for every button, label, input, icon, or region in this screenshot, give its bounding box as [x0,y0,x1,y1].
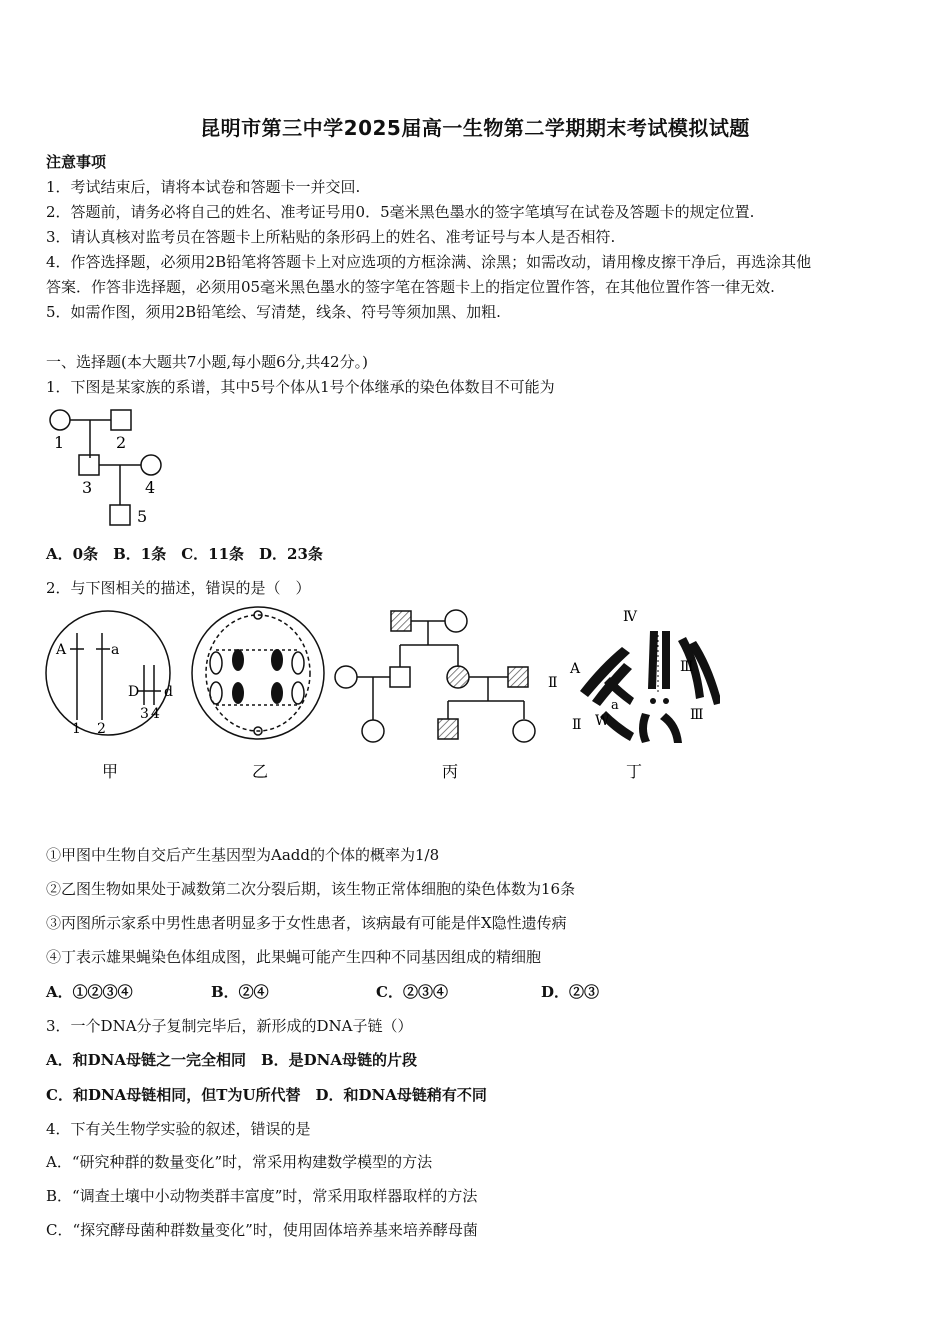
notice-heading: 注意事项 [46,153,107,171]
pedigree-label: 2 [116,433,127,452]
ding-label: W [595,713,610,729]
q2-statement: ③丙图所示家系中男性患者明显多于女性患者，该病最有可能是伴X隐性遗传病 [46,914,567,932]
q2-statement: ②乙图生物如果处于减数第二次分裂后期，该生物正常体细胞的染色体数为16条 [46,880,576,898]
q3-options: C．和DNA母链相同，但T为U所代替 D．和DNA母链稍有不同 [46,1086,487,1104]
jia-label: 3 [140,706,149,722]
figure-bing [335,610,535,742]
q1-pedigree-figure [46,400,176,530]
q4-option: A．“研究种群的数量变化”时，常采用构建数学模型的方法 [46,1153,433,1171]
q2-figures [40,605,720,785]
ding-label: Ⅲ [690,707,704,723]
figure-yi [192,607,324,739]
pedigree-male-3 [79,455,99,475]
jia-label: 4 [151,706,160,722]
notice-item: 2．答题前，请务必将自己的姓名、准考证号用0．5毫米黑色墨水的签字笔填写在试卷及答题卡的规定位置. [46,203,755,221]
jia-label: 2 [97,721,106,737]
figure-caption: 丁 [626,762,643,781]
pedigree-label: 5 [137,507,148,526]
q4-option: C．“探究酵母菌种群数量变化”时，使用固体培养基来培养酵母菌 [46,1221,478,1239]
q1-stem: 1．下图是某家族的系谱，其中5号个体从1号个体继承的染色体数目不可能为 [46,378,555,396]
jia-label: D [128,684,140,700]
notice-item: 答案．作答非选择题，必须用05毫米黑色墨水的签字笔在答题卡上的指定位置作答，在其他位置作答一律无效. [46,278,775,296]
notice-item: 3．请认真核对监考员在答题卡上所粘贴的条形码上的姓名、准考证号与本人是否相符. [46,228,616,246]
q2-statement: ①甲图中生物自交后产生基因型为Aadd的个体的概率为1/8 [46,846,440,864]
pedigree-female-4 [141,455,161,475]
jia-label: d [164,684,173,700]
ding-label: Ⅲ [680,659,694,675]
jia-label: a [111,642,120,658]
q2-stem: 2．与下图相关的描述，错误的是（ ） [46,579,311,597]
ding-label: A [570,661,581,677]
page-title: 昆明市第三中学2025届高一生物第二学期期末考试模拟试题 [200,116,750,140]
q2-option-c: C．②③④ [376,983,448,1001]
q4-stem: 4．下有关生物学实验的叙述，错误的是 [46,1120,311,1138]
q3-stem: 3．一个DNA分子复制完毕后，新形成的DNA子链（） [46,1017,413,1035]
figure-caption: 甲 [102,762,119,781]
pedigree-male-5 [110,505,130,525]
ding-label: Ⅳ [623,609,637,625]
figure-caption: 乙 [252,762,269,781]
q2-statement: ④丁表示雄果蝇染色体组成图，此果蝇可能产生四种不同基因组成的精细胞 [46,948,542,966]
ding-label: Ⅱ [572,717,582,733]
q3-options: A．和DNA母链之一完全相同 B．是DNA母链的片段 [46,1051,418,1069]
figure-caption: 丙 [442,762,459,781]
pedigree-label: 1 [54,433,65,452]
q2-option-b: B．②④ [211,983,269,1001]
q1-options: A．0条 B．1条 C．11条 D．23条 [46,545,323,563]
q2-option-d: D．②③ [541,983,600,1001]
pedigree-male-2 [111,410,131,430]
notice-item: 5．如需作图，须用2B铅笔绘、写清楚，线条、符号等须加黑、加粗. [46,303,501,321]
ding-label: Ⅱ [548,675,558,691]
q2-options [46,982,599,1002]
section-heading: 一、选择题(本大题共7小题,每小题6分,共42分。) [46,353,368,371]
notice-item: 1．考试结束后，请将本试卷和答题卡一并交回. [46,178,361,196]
jia-label: A [56,642,67,658]
ding-label: a [611,698,619,713]
pedigree-label: 4 [145,478,156,497]
notice-item: 4．作答选择题，必须用2B铅笔将答题卡上对应选项的方框涂满、涂黑；如需改动，请用橡皮擦干净后，再选涂其他 [46,253,812,271]
q2-option-a: A．①②③④ [46,983,133,1001]
q4-option: B．“调查土壤中小动物类群丰富度”时，常采用取样器取样的方法 [46,1187,478,1205]
pedigree-female-1 [50,410,70,430]
pedigree-label: 3 [82,478,93,497]
jia-label: 1 [72,721,81,737]
